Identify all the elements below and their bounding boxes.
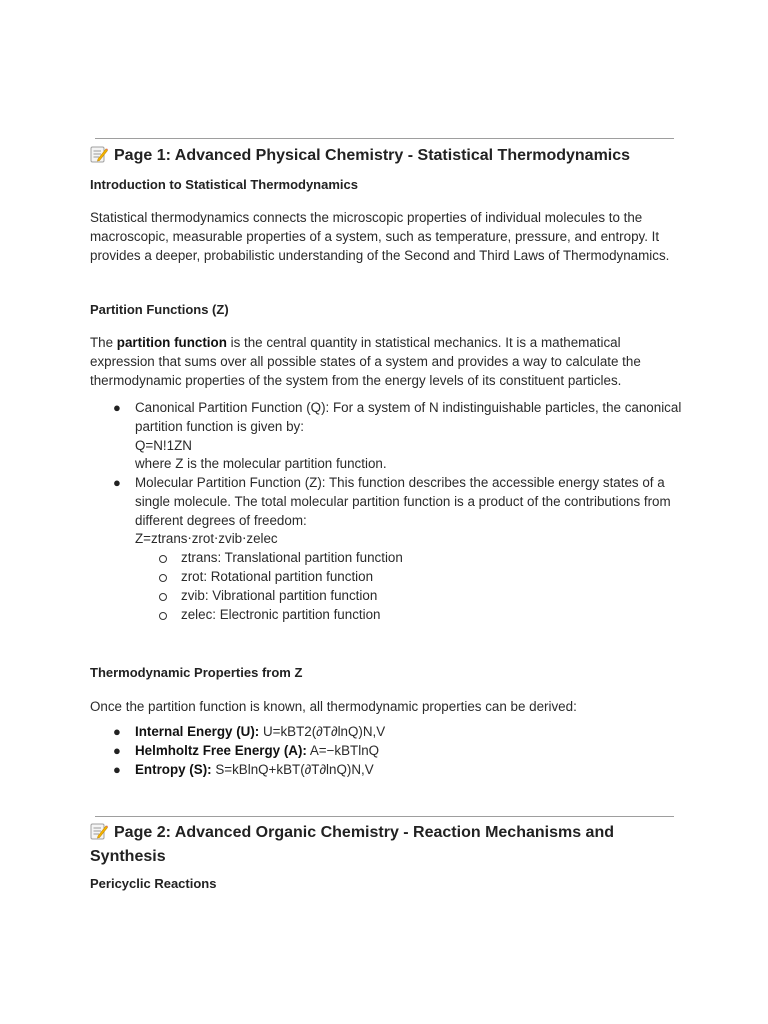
partition-heading: Partition Functions (Z) — [90, 302, 229, 317]
molecular-formula: Z=ztrans⋅zrot⋅zvib⋅zelec — [135, 531, 278, 547]
sub-bullet — [159, 593, 167, 601]
memo-icon — [90, 145, 108, 163]
intro-paragraph: Statistical thermodynamics connects the microscopic properties of individual molecules to the macroscopic, measurable properties of a system, such as temperature, pressure, and entropy. It provides a deeper, probabilistic understanding of the Second and Third Laws of Thermodynamics. — [90, 210, 670, 263]
bullet-dot: ● — [113, 762, 121, 777]
bullet-dot: ● — [113, 743, 121, 758]
sub-item-zrot: zrot: Rotational partition function — [181, 569, 374, 584]
property-internal-energy: Internal Energy (U): U=kBT2(∂T∂lnQ)N,V — [135, 724, 386, 739]
memo-icon — [90, 822, 108, 840]
sub-bullet — [159, 574, 167, 582]
sub-item-zvib: zvib: Vibrational partition function — [181, 588, 378, 603]
thermo-heading: Thermodynamic Properties from Z — [90, 665, 303, 680]
sub-bullet — [159, 555, 167, 563]
intro-heading: Introduction to Statistical Thermodynamics — [90, 177, 358, 192]
partition-paragraph: The partition function is the central quantity in statistical mechanics. It is a mathematical expression that sums over all possible states of a system and provides a way to calculate the thermodynamic properties of the system from the energy levels of its constituent particles. — [90, 335, 641, 388]
bullet-dot: ● — [113, 475, 121, 490]
sub-item-ztrans: ztrans: Translational partition function — [181, 550, 403, 565]
bullet-dot: ● — [113, 724, 121, 739]
canonical-formula: Q=N!1ZN — [135, 437, 192, 453]
divider-1 — [95, 138, 674, 139]
property-helmholtz: Helmholtz Free Energy (A): A=−kBTlnQ — [135, 743, 380, 758]
canonical-item: Canonical Partition Function (Q): For a system of N indistinguishable particles, the canonical partition function is given by: Q=N!1ZN where Z is the molecular partition function. — [135, 399, 683, 474]
page2-title: Page 2: Advanced Organic Chemistry - Reaction Mechanisms and Synthesis — [90, 824, 614, 865]
sub-bullet — [159, 612, 167, 620]
canonical-note: where Z is the molecular partition function. — [135, 456, 387, 472]
pericyclic-heading: Pericyclic Reactions — [90, 876, 217, 891]
thermo-paragraph: Once the partition function is known, all thermodynamic properties can be derived: — [90, 699, 577, 714]
property-entropy: Entropy (S): S=kBlnQ+kBT(∂T∂lnQ)N,V — [135, 762, 374, 777]
sub-item-zelec: zelec: Electronic partition function — [181, 607, 381, 622]
bullet-dot: ● — [113, 400, 121, 415]
divider-2 — [95, 816, 674, 817]
molecular-item: Molecular Partition Function (Z): This function describes the accessible energy states of a single molecule. The total molecular partition function is a product of the contributions from different degrees of freedom: Z=ztrans⋅zrot⋅zvib⋅zelec — [135, 474, 683, 549]
page1-title: Page 1: Advanced Physical Chemistry - Statistical Thermodynamics — [90, 144, 680, 168]
